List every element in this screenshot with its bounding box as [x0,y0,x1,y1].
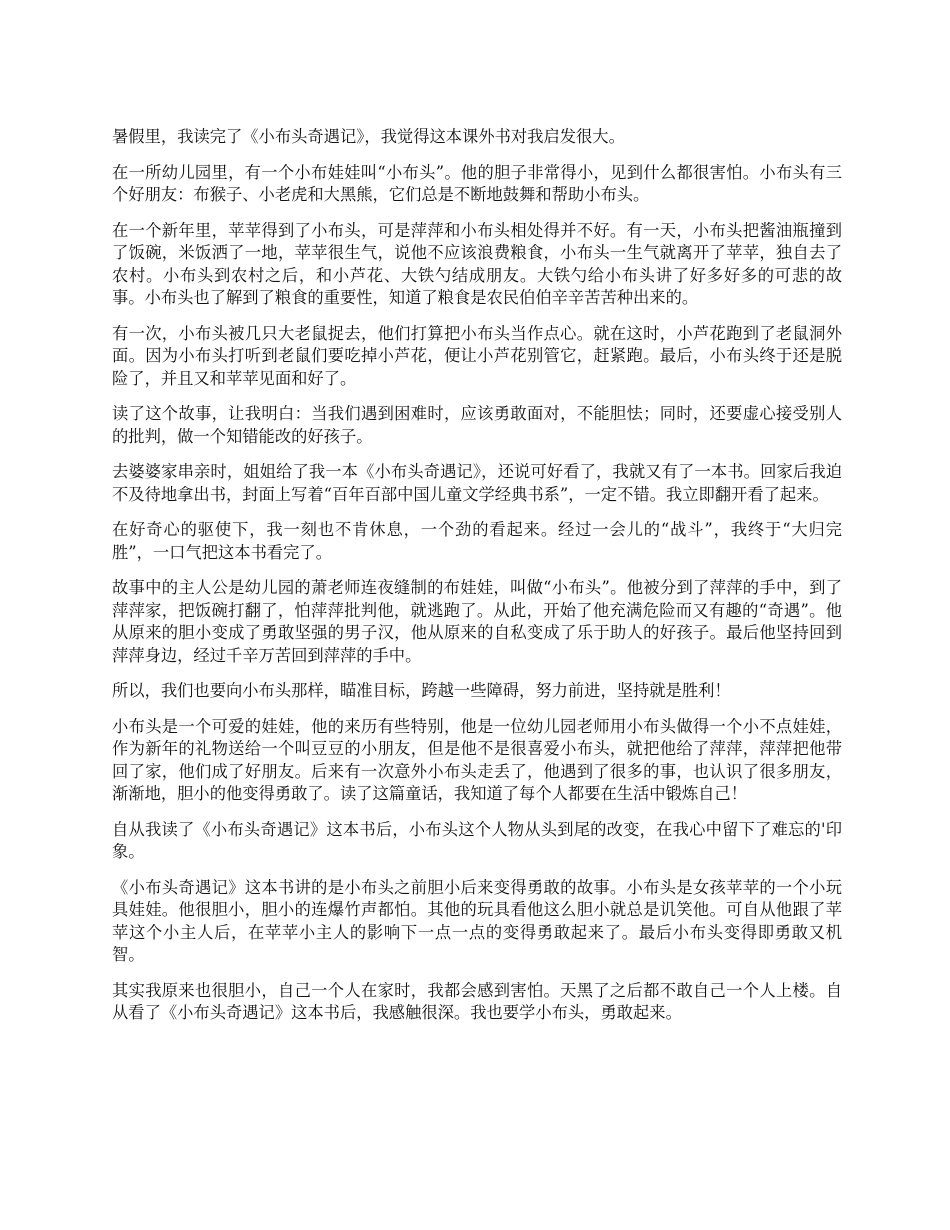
paragraph-8: 故事中的主人公是幼儿园的萧老师连夜缝制的布娃娃，叫做“小布头”。他被分到了萍萍的手中，到了萍萍家，把饭碗打翻了，怕萍萍批判他，就逃跑了。从此，开始了他充满危险而又有趣的“奇遇”。他从原来的胆小变成了勇敢坚强的男子汉，他从原来的自私变成了乐于助人的好孩子。最后他坚持回到萍萍身边，经过千辛万苦回到萍萍的手中。 [112,578,842,665]
paragraph-4: 有一次，小布头被几只大老鼠捉去，他们打算把小布头当作点心。就在这时，小芦花跑到了老鼠洞外面。因为小布头打听到老鼠们要吃掉小芦花，便让小芦花别管它，赶紧跑。最后，小布头终于还是脱险了，并且又和苹苹见面和好了。 [112,323,842,388]
paragraph-3: 在一个新年里，苹苹得到了小布头，可是萍萍和小布头相处得并不好。有一天，小布头把酱油瓶撞到了饭碗，米饭洒了一地，苹苹很生气，说他不应该浪费粮食，小布头一生气就离开了苹苹，独自去了农村。小布头到农村之后，和小芦花、大铁勺结成朋友。大铁勺给小布头讲了好多好多的可悲的故事。小布头也了解到了粮食的重要性，知道了粮食是农民伯伯辛辛苦苦种出来的。 [112,220,842,307]
paragraph-6: 去婆婆家串亲时，姐姐给了我一本《小布头奇遇记》，还说可好看了，我就又有了一本书。回家后我迫不及待地拿出书，封面上写着“百年百部中国儿童文学经典书系”，一定不错。我立即翻开看了起来。 [112,462,842,504]
paragraph-12: 《小布头奇遇记》这本书讲的是小布头之前胆小后来变得勇敢的故事。小布头是女孩苹苹的一个小玩具娃娃。他很胆小，胆小的连爆竹声都怕。其他的玩具看他这么胆小就总是讥笑他。可自从他跟了苹苹这个小主人后，在苹苹小主人的影响下一点一点的变得勇敢起来了。最后小布头变得即勇敢又机智。 [112,877,842,964]
paragraph-9: 所以，我们也要向小布头那样，瞄准目标，跨越一些障碍，努力前进，坚持就是胜利！ [112,681,731,700]
paragraph-10: 小布头是一个可爱的娃娃，他的来历有些特别，他是一位幼儿园老师用小布头做得一个小不点娃娃，作为新年的礼物送给一个叫豆豆的小朋友，但是他不是很喜爱小布头，就把他给了萍萍，萍萍把他带回了家，他们成了好朋友。后来有一次意外小布头走丢了，他遇到了很多的事，也认识了很多朋友，渐渐地，胆小的他变得勇敢了。读了这篇童话，我知道了每个人都要在生活中锻炼自己！ [112,716,842,803]
paragraph-7: 在好奇心的驱使下，我一刻也不肯休息，一个劲的看起来。经过一会儿的“战斗”，我终于“大归完胜”，一口气把这本书看完了。 [112,520,842,562]
paragraph-1: 暑假里，我读完了《小布头奇遇记》，我觉得这本课外书对我启发很大。 [112,127,625,146]
paragraph-2: 在一所幼儿园里，有一个小布娃娃叫“小布头”。他的胆子非常得小，见到什么都很害怕。小布头有三个好朋友：布猴子、小老虎和大黑熊，它们总是不断地鼓舞和帮助小布头。 [112,162,842,204]
paragraph-5: 读了这个故事，让我明白：当我们遇到困难时，应该勇敢面对，不能胆怯；同时，还要虚心接受别人的批判，做一个知错能改的好孩子。 [112,404,842,446]
paragraph-11: 自从我读了《小布头奇遇记》这本书后，小布头这个人物从头到尾的改变，在我心中留下了难忘的'印象。 [112,819,842,861]
document-body [112,126,842,1038]
paragraph-13: 其实我原来也很胆小，自己一个人在家时，我都会感到害怕。天黑了之后都不敢自己一个人上楼。自从看了《小布头奇遇记》这本书后，我感触很深。我也要学小布头，勇敢起来。 [112,980,842,1022]
